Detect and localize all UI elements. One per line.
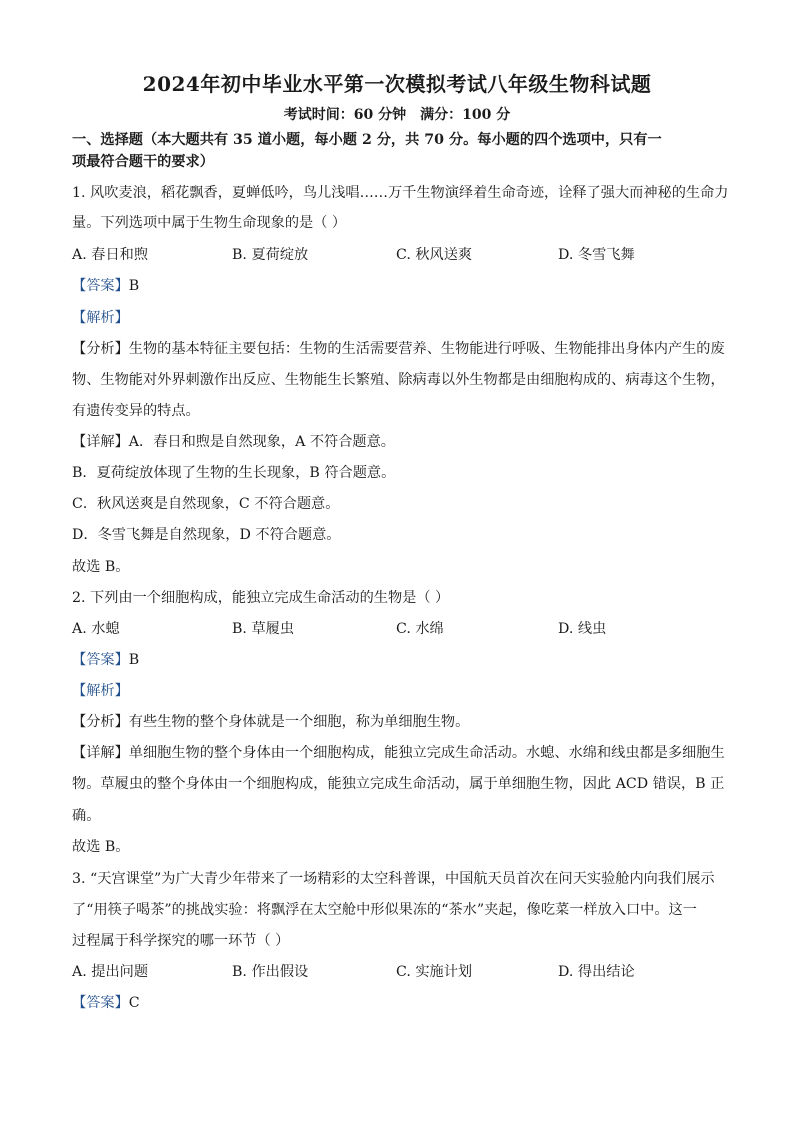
q2-detail-line1: 【详解】单细胞生物的整个身体由一个细胞构成，能独立完成生命活动。水螅、水绵和线虫都是多细胞生 xyxy=(72,745,725,761)
q2-option-c: C. 水绵 xyxy=(396,621,444,637)
q1-detail-line4: D．冬雪飞舞是自然现象，D 不符合题意。 xyxy=(72,527,341,543)
q3-option-c: C. 实施计划 xyxy=(396,964,473,980)
page-title: 2024年初中毕业水平第一次模拟考试八年级生物科试题 xyxy=(142,72,652,96)
exam-time: 考试时间：60 分钟 xyxy=(283,107,407,123)
q2-fenxi-line1: 【分析】有些生物的整个身体就是一个细胞，称为单细胞生物。 xyxy=(72,714,470,730)
q2-option-b: B. 草履虫 xyxy=(232,621,295,637)
q1-conclusion: 故选 B。 xyxy=(72,559,130,575)
q3-option-d: D. 得出结论 xyxy=(558,964,635,980)
fenxi-label: 【分析】 xyxy=(72,341,129,357)
fenxi-label: 【分析】 xyxy=(72,714,129,730)
q1-detail-line1: 【详解】A．春日和煦是自然现象，A 不符合题意。 xyxy=(72,434,395,450)
q3-stem-line2: 了“用筷子喝茶”的挑战实验：将飘浮在太空舱中形似果冻的“茶水”夹起，像吃菜一样放入口中。这一 xyxy=(72,902,697,918)
q3-stem-line1: 3. “天宫课堂”为广大青少年带来了一场精彩的太空科普课，中国航天员首次在问天实验舱内向我们展示 xyxy=(72,871,715,887)
q1-fenxi-line1: 【分析】生物的基本特征主要包括：生物的生活需要营养、生物能进行呼吸、生物能排出身体内产生的废 xyxy=(72,341,725,357)
q1-fenxi-line2: 物、生物能对外界刺激作出反应、生物能生长繁殖、除病毒以外生物都是由细胞构成的、病毒这个生物， xyxy=(72,372,725,388)
answer-label: 【答案】 xyxy=(72,995,129,1011)
q1-answer-value: B xyxy=(128,278,140,294)
q3-option-a: A. 提出问题 xyxy=(72,964,149,980)
q1-option-b: B. 夏荷绽放 xyxy=(232,247,309,263)
section-heading-line1: 一、选择题（本大题共有 35 道小题，每小题 2 分，共 70 分。每小题的四个选项中，只有一 xyxy=(72,132,662,148)
q2-option-d: D. 线虫 xyxy=(558,621,607,637)
q2-analysis-label: 【解析】 xyxy=(72,683,129,699)
full-score: 满分：100 分 xyxy=(420,107,511,123)
q1-answer xyxy=(72,276,732,296)
q1-detail-line2: B．夏荷绽放体现了生物的生长现象，B 符合题意。 xyxy=(72,465,396,481)
q1-option-a: A. 春日和煦 xyxy=(72,247,149,263)
exam-info xyxy=(0,104,794,124)
q2-conclusion: 故选 B。 xyxy=(72,839,130,855)
answer-label: 【答案】 xyxy=(72,278,129,294)
q2-options xyxy=(72,619,732,639)
section-heading-line2: 项最符合题干的要求） xyxy=(72,154,214,170)
q3-option-b: B. 作出假设 xyxy=(232,964,309,980)
q3-options xyxy=(72,962,732,982)
q3-answer xyxy=(72,993,732,1013)
q2-detail-line2: 物。草履虫的整个身体由一个细胞构成，能独立完成生命活动，属于单细胞生物，因此 ACD 错误，B 正 xyxy=(72,776,725,792)
q1-option-c: C. 秋风送爽 xyxy=(396,247,473,263)
q1-analysis-label: 【解析】 xyxy=(72,310,129,326)
answer-label: 【答案】 xyxy=(72,652,129,668)
detail-label: 【详解】 xyxy=(72,434,129,450)
q2-answer xyxy=(72,650,732,670)
q1-fenxi-line3: 有遗传变异的特点。 xyxy=(72,403,200,419)
q2-option-a: A. 水螅 xyxy=(72,621,120,637)
q3-stem-line3: 过程属于科学探究的哪一环节（ ） xyxy=(72,933,290,949)
q1-stem-line2: 量。下列选项中属于生物生命现象的是（ ） xyxy=(72,215,347,231)
q2-stem-line1: 2. 下列由一个细胞构成，能独立完成生命活动的生物是（ ） xyxy=(72,590,450,606)
q1-options xyxy=(72,245,732,265)
q3-answer-value: C xyxy=(128,995,140,1011)
q1-option-d: D. 冬雪飞舞 xyxy=(558,247,635,263)
detail-label: 【详解】 xyxy=(72,745,129,761)
q2-answer-value: B xyxy=(128,652,140,668)
q1-detail-line3: C．秋风送爽是自然现象，C 不符合题意。 xyxy=(72,496,340,512)
q1-stem-line1: 1. 风吹麦浪，稻花飘香，夏蝉低吟，鸟儿浅唱……万千生物演绎着生命奇迹，诠释了强大而神秘的生命力 xyxy=(72,185,729,201)
q2-detail-line3: 确。 xyxy=(72,808,101,824)
